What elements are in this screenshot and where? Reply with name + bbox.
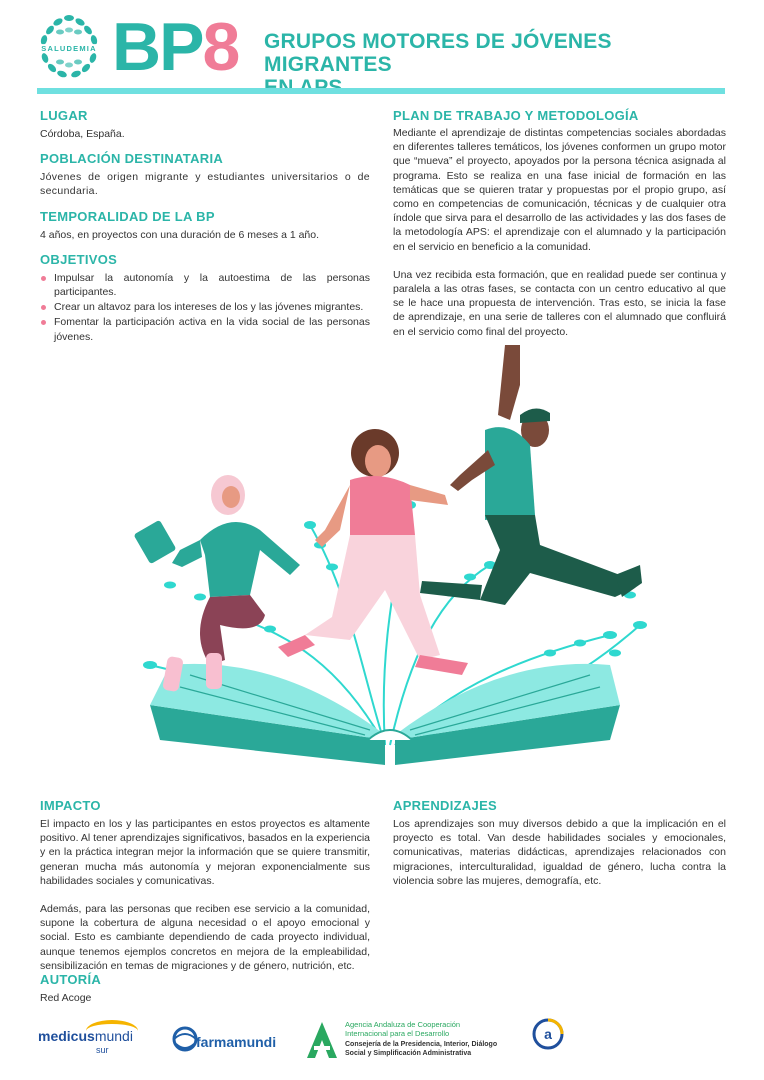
figure-girl-hijab: [134, 475, 300, 692]
section-heading: POBLACIÓN DESTINATARIA: [40, 151, 224, 167]
saludemia-logo: [30, 10, 108, 82]
illustration-svg: [110, 335, 670, 785]
junta-line-2: Consejería de la Presidencia, Interior, Diálogo Social y Simplificación Administrativa: [345, 1041, 498, 1057]
section-heading: TEMPORALIDAD DE LA BP: [40, 208, 215, 224]
ca-circle-icon: [532, 1018, 564, 1050]
bp-number: 8: [202, 9, 239, 85]
right-column: [393, 108, 726, 339]
ca-logo: [532, 1018, 564, 1050]
objectives-list: [40, 271, 370, 344]
list-item-text: Crear un altavoz para los intereses de los y las jóvenes migrantes.: [54, 301, 364, 314]
section-lugar: [40, 108, 370, 141]
section-impacto: [40, 798, 370, 973]
section-text: Jóvenes de origen migrante y estudiantes universitarios o de secundaria.: [40, 171, 370, 198]
section-heading: PLAN DE TRABAJO Y METODOLOGÍA: [393, 108, 639, 123]
list-item-text: Impulsar la autonomía y la autoestima de las personas participantes.: [54, 271, 370, 299]
medicus-a: medicus: [38, 1028, 95, 1044]
bp-code: [112, 8, 238, 86]
section-heading: APRENDIZAJES: [393, 798, 498, 813]
section-text: Córdoba, España.: [40, 128, 125, 140]
junta-line-1: Agencia Andaluza de Cooperación Internacional para el Desarrollo: [345, 1020, 461, 1038]
footer-logos: [0, 1010, 764, 1070]
section-heading: LUGAR: [40, 108, 88, 123]
bp-letters: BP: [112, 9, 203, 85]
andalucia-a-icon: [305, 1020, 339, 1060]
title-line-1: GRUPOS MOTORES DE JÓVENES MIGRANTES: [264, 30, 612, 76]
junta-andalucia-logo: [305, 1014, 505, 1064]
figure-girl-pink: [278, 429, 468, 675]
illustration-youth-on-book: [110, 335, 670, 785]
section-heading: OBJETIVOS: [40, 251, 118, 267]
impact-paragraph-1: El impacto en los y las participantes en estos proyectos es altamente positivo. Al tener aprendizajes significativos, basados en la experiencia y en la práctica integran mejor la información que se quiere transmitir, generan mucha más autonomía y mejoran exponencialmente sus habilidades sociales y comunicativas.: [40, 818, 370, 887]
section-heading: AUTORÍA: [40, 972, 102, 987]
ca-letter: a: [544, 1026, 552, 1042]
figure-boy-jumping: [420, 345, 642, 605]
medicus-text: [38, 1028, 133, 1044]
plan-paragraph-2: Una vez recibida esta formación, que en realidad puede ser continua y paralela a las otras fases, se contacta con un centro educativo al que se le hace una propuesta de intervención. Tras esto, se inicia la fase de aprendizaje, en una serie de talleres con el alumnado que confluirá en el servicio como final del proyecto.: [393, 268, 726, 338]
section-autoria: [40, 972, 370, 1005]
section-aprendizajes: [393, 798, 726, 888]
farmamundi-logo: [170, 1018, 280, 1058]
author-text: Red Acoge: [40, 992, 92, 1004]
medicus-sur: sur: [96, 1045, 109, 1055]
bullet-icon: [41, 320, 46, 325]
bullet-icon: [41, 276, 46, 281]
section-objetivos: [40, 252, 370, 344]
aprendizajes-text: Los aprendizajes son muy diversos debido a que la implicación en el proyecto es total. Van desde habilidades sociales y emocionales, comunicativas, materias didácticas, aprendizajes relacionados con migraciones, interculturalidad, igualdad de género, lucha contra la violencia sobre las mujeres, demografía, etc.: [393, 818, 726, 887]
list-item: [40, 300, 370, 314]
impact-paragraph-2: Además, para las personas que reciben ese servicio a la comunidad, supone la cobertura de alguna necesidad o el apoyo emocional y social. Esto es cambiante dependiendo de cada proyecto individual, aunque tenemos ejemplos concretos en mejora de la empleabilidad, sensibilización en temas de migraciones y de género, nutrición, etc.: [40, 903, 370, 972]
header-divider: [37, 88, 725, 94]
medicus-b: mundi: [94, 1028, 133, 1044]
section-poblacion: [40, 151, 370, 198]
section-text: 4 años, en proyectos con una duración de 6 meses a 1 año.: [40, 228, 320, 241]
plan-paragraph-1: Mediante el aprendizaje de distintas competencias sociales abordadas en diferentes talleres temáticos, los jóvenes conformen un grupo motor que “mueva” el proyecto, apoyados por la persona técnica asignada al programa. Esto se realiza en una fase inicial de formación en las temáticas que se quieren tratar y propuestas por el propio grupo, así como en competencias de comunicación, técnicas y de cualquier otra índole que sirva para el desarrollo de las actividades y las dos fases de la metodología APS: el aprendizaje con el alumnado y la participación en el servicio en beneficio a la comunidad.: [393, 127, 726, 253]
farmamundi-text: farmamundi: [196, 1034, 277, 1050]
list-item-text: Fomentar la participación activa en la vida social de las personas jóvenes.: [54, 316, 370, 343]
left-column: [40, 108, 370, 354]
list-item: [40, 271, 370, 299]
section-temporalidad: [40, 209, 370, 242]
medicus-mundi-logo: [38, 1018, 138, 1058]
logo-text: SALUDEMIA: [30, 44, 108, 53]
section-heading: IMPACTO: [40, 798, 101, 813]
bullet-icon: [41, 305, 46, 310]
